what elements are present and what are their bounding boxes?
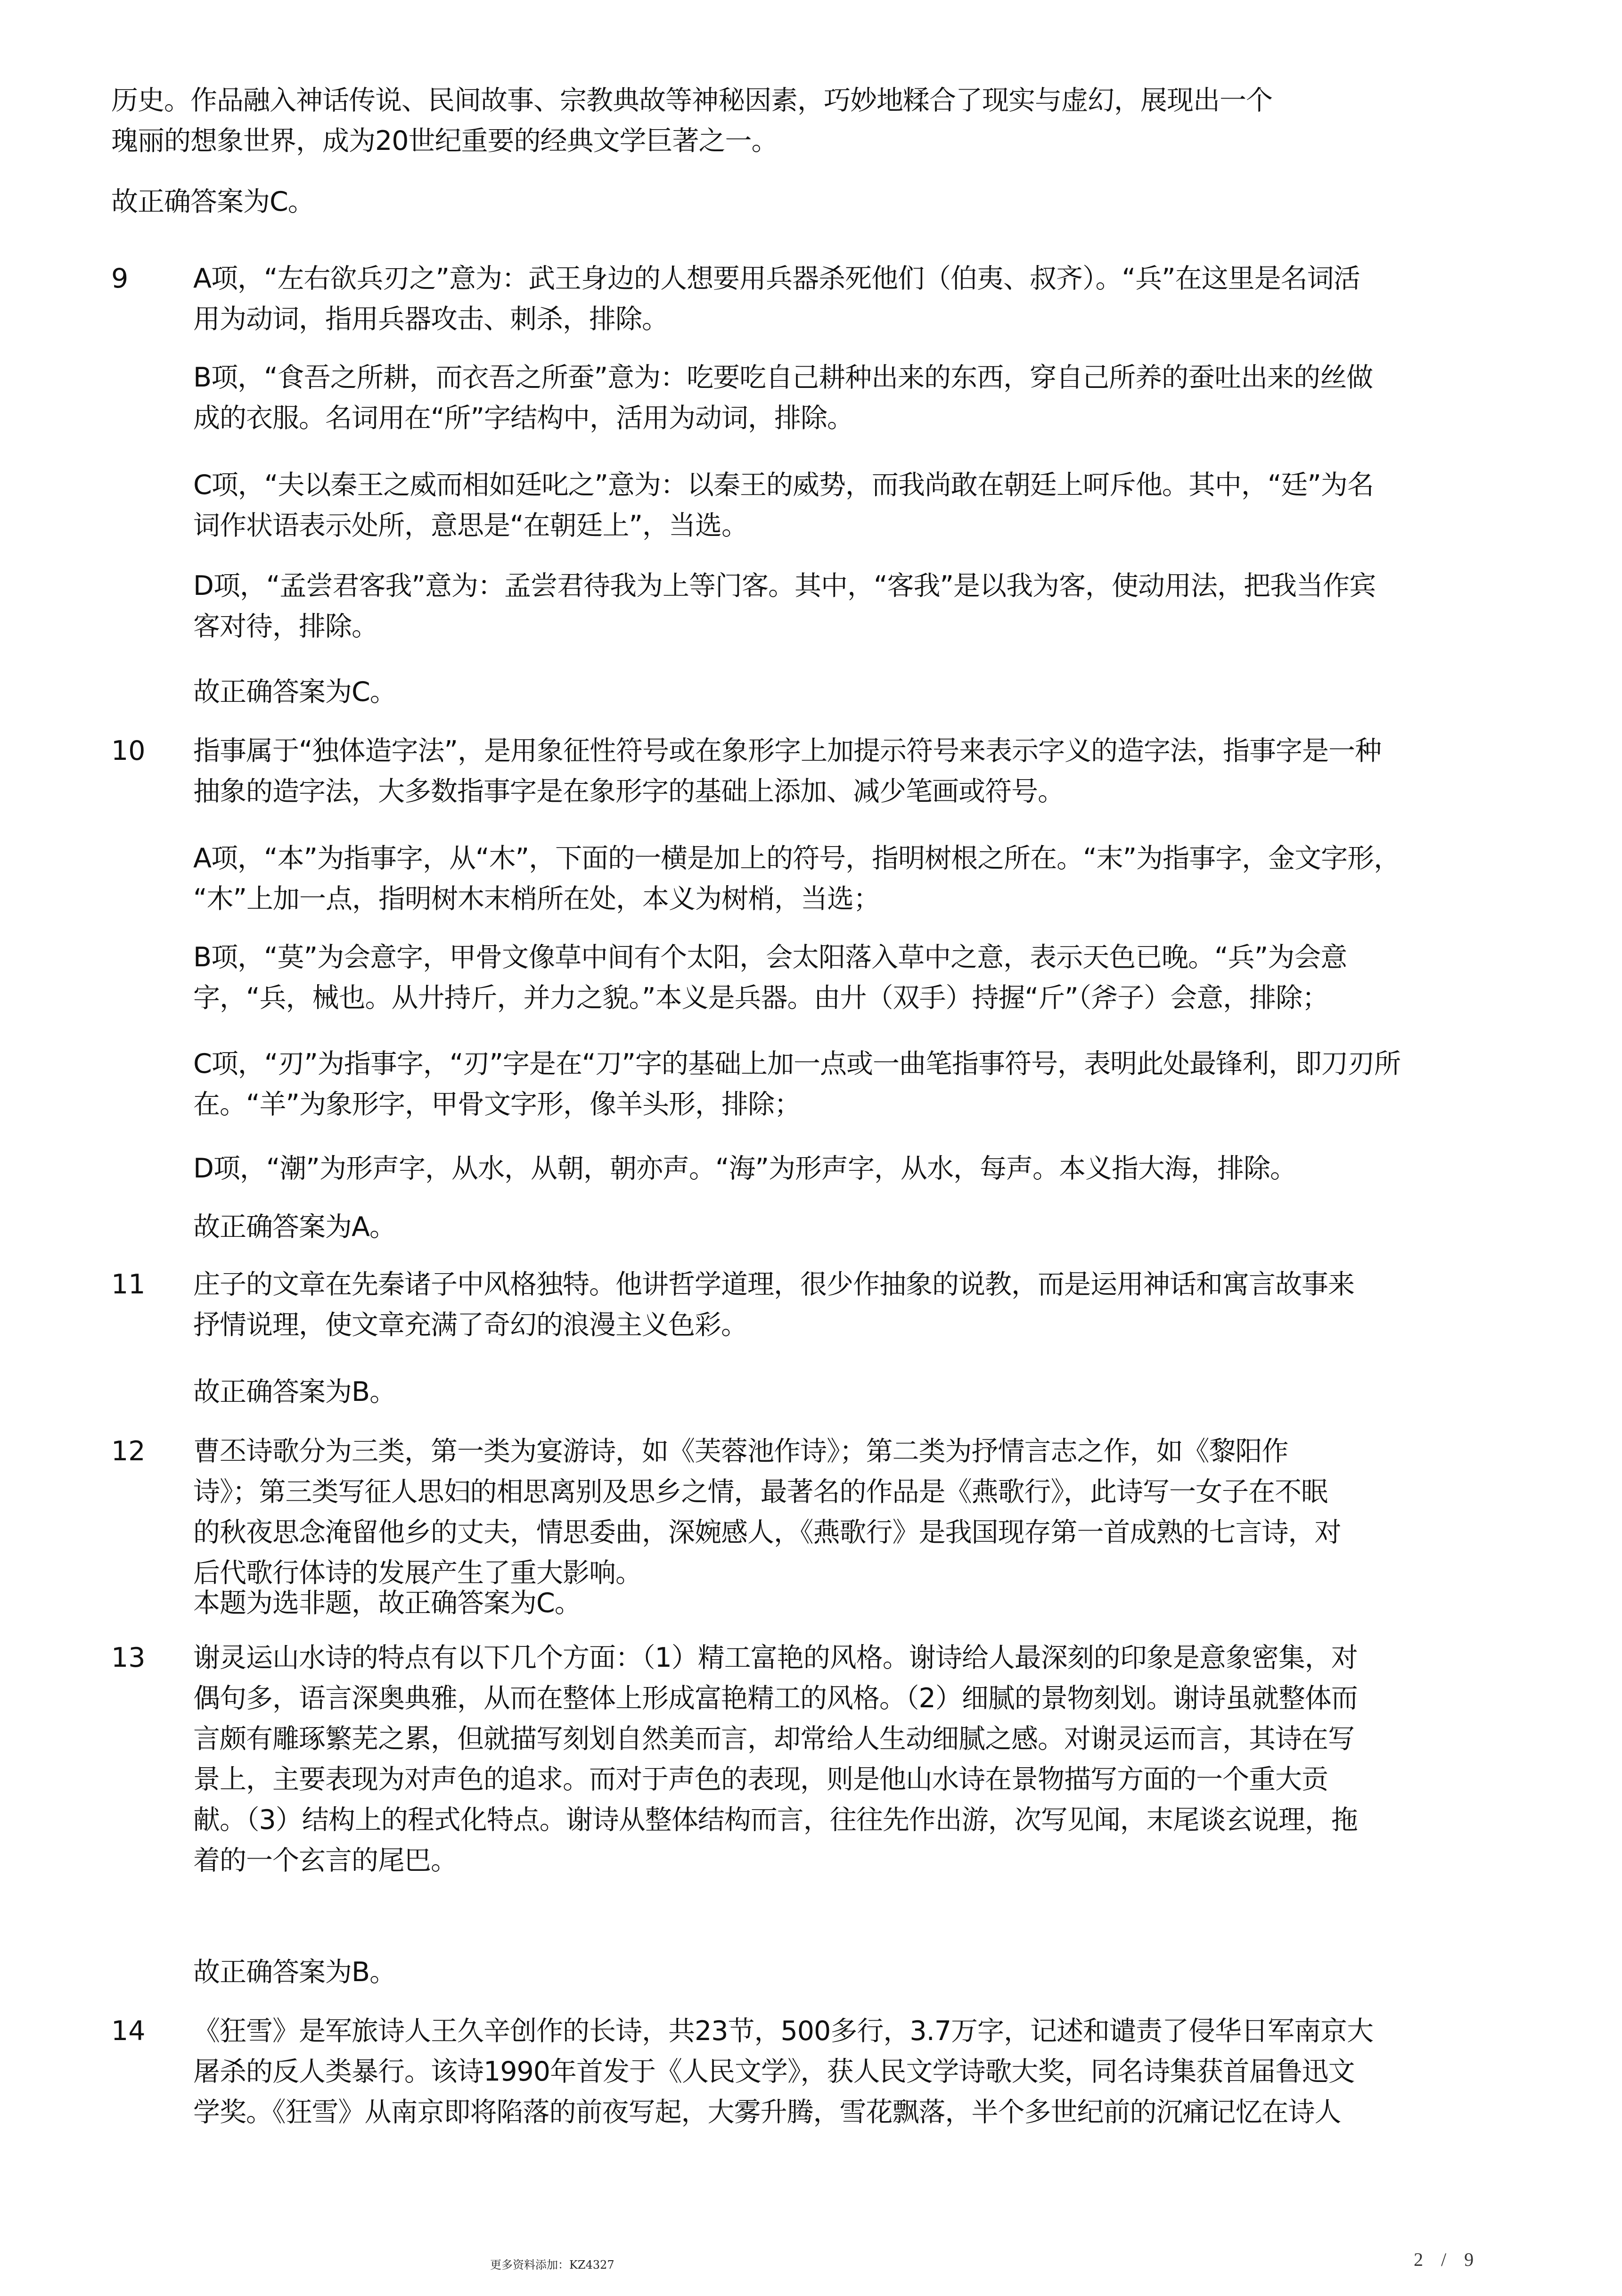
explanation-paragraph xyxy=(193,1638,1358,1881)
option-a-paragraph xyxy=(193,258,1360,339)
text-line: A项，“本”为指事字，从“木”，下面的一横是加上的符号，指明树根之所在。“末”为指事字，金文字形， xyxy=(193,843,1401,874)
answer-line xyxy=(193,672,396,712)
page-indicator: 2 / 9 xyxy=(1414,2249,1481,2270)
text-line: 故正确答案为B。 xyxy=(193,1957,396,1988)
text-line: 《狂雪》是军旅诗人王久辛创作的长诗，共23节，500多行，3.7万字，记述和谴责了侵华日军南京大 xyxy=(193,2016,1373,2047)
text-line: 学奖。《狂雪》从南京即将陷落的前夜写起，大雾升腾，雪花飘落，半个多世纪前的沉痛记忆在诗人 xyxy=(193,2097,1341,2128)
text-line: 词作状语表示处所，意思是“在朝廷上”，当选。 xyxy=(193,510,748,541)
text-line: B项，“食吾之所耕，而衣吾之所蚕”意为：吃要吃自己耕种出来的东西，穿自己所养的蚕吐出来的丝做 xyxy=(193,362,1373,393)
text-line: 的秋夜思念淹留他乡的丈夫，情思委曲，深婉感人，《燕歌行》是我国现存第一首成熟的七言诗，对 xyxy=(193,1517,1341,1548)
text-line: 偶句多，语言深奥典雅，从而在整体上形成富艳精工的风格。（2）细腻的景物刻划。谢诗虽就整体而 xyxy=(193,1683,1358,1714)
answer-line xyxy=(193,1952,396,1992)
text-line: 成的衣服。名词用在“所”字结构中，活用为动词，排除。 xyxy=(193,403,854,434)
text-line: 庄子的文章在先秦诸子中风格独特。他讲哲学道理，很少作抽象的说教，而是运用神话和寓言故事来 xyxy=(193,1269,1354,1300)
option-b-paragraph xyxy=(193,937,1347,1018)
explanation-paragraph xyxy=(193,2011,1373,2132)
text-line: 谢灵运山水诗的特点有以下几个方面：（1）精工富艳的风格。谢诗给人最深刻的印象是意象密集，对 xyxy=(193,1642,1358,1673)
text-line: 曹丕诗歌分为三类，第一类为宴游诗，如《芙蓉池作诗》；第二类为抒情言志之作，如《黎阳作 xyxy=(193,1436,1288,1467)
option-c-paragraph xyxy=(193,1044,1401,1125)
text-line: 在。“羊”为象形字，甲骨文字形，像羊头形，排除； xyxy=(193,1089,801,1120)
text-line: 景上，主要表现为对声色的追求。而对于声色的表现，则是他山水诗在景物描写方面的一个重大贡 xyxy=(193,1764,1328,1795)
text-line: 着的一个玄言的尾巴。 xyxy=(193,1845,457,1876)
text-line: 本题为选非题，故正确答案为C。 xyxy=(193,1588,581,1619)
text-line: 故正确答案为B。 xyxy=(193,1376,396,1407)
text-line: D项，“潮”为形声字，从水，从朝，朝亦声。“海”为形声字，从水，每声。本义指大海，排除。 xyxy=(193,1153,1297,1184)
question-number: 14 xyxy=(111,2016,146,2047)
text-line: 故正确答案为A。 xyxy=(193,1211,396,1243)
text-line: 诗》；第三类写征人思妇的相思离别及思乡之情，最著名的作品是《燕歌行》，此诗写一女子在不眠 xyxy=(193,1476,1327,1507)
question-number: 12 xyxy=(111,1436,146,1467)
text-line: 字，“兵，械也。从廾持斤，并力之貌。”本义是兵器。由廾（双手）持握“斤”（斧子）会意，排除； xyxy=(193,982,1329,1013)
answer-line xyxy=(193,1207,396,1247)
text-line: 瑰丽的想象世界，成为20世纪重要的经典文学巨著之一。 xyxy=(111,125,778,156)
question-number: 9 xyxy=(111,263,129,294)
text-line: A项，“左右欲兵刃之”意为：武王身边的人想要用兵器杀死他们（伯夷、叔齐）。“兵”在这里是名词活 xyxy=(193,263,1360,294)
text-line: B项，“莫”为会意字，甲骨文像草中间有个太阳，会太阳落入草中之意，表示天色已晚。“兵”为会意 xyxy=(193,942,1347,973)
text-line: 言颇有雕琢繁芜之累，但就描写刻划自然美而言，却常给人生动细腻之感。对谢灵运而言，其诗在写 xyxy=(193,1723,1354,1754)
option-d-paragraph xyxy=(193,566,1376,647)
text-line: 后代歌行体诗的发展产生了重大影响。 xyxy=(193,1557,642,1588)
continuation-paragraph xyxy=(111,80,1272,161)
option-d-paragraph xyxy=(193,1148,1296,1189)
question-number: 11 xyxy=(111,1269,146,1300)
question-number: 10 xyxy=(111,735,146,766)
text-line: 用为动词，指用兵器攻击、刺杀，排除。 xyxy=(193,304,668,335)
text-line: 历史。作品融入神话传说、民间故事、宗教典故等神秘因素，巧妙地糅合了现实与虚幻，展现出一个 xyxy=(111,85,1272,116)
text-line: C项，“夫以秦王之威而相如廷叱之”意为：以秦王的威势，而我尚敢在朝廷上呵斥他。其中，“廷”为名 xyxy=(193,469,1374,501)
text-line: 献。（3）结构上的程式化特点。谢诗从整体结构而言，往往先作出游，次写见闻，末尾谈玄说理，拖 xyxy=(193,1804,1358,1835)
answer-line xyxy=(193,1372,396,1412)
text-line: 故正确答案为C。 xyxy=(111,186,314,217)
text-line: C项，“刃”为指事字，“刃”字是在“刀”字的基础上加一点或一曲笔指事符号，表明此处最锋利，即刀刃所 xyxy=(193,1048,1401,1079)
text-line: 抽象的造字法，大多数指事字是在象形字的基础上添加、减少笔画或符号。 xyxy=(193,776,1064,807)
text-line: 客对待，排除。 xyxy=(193,611,378,642)
option-b-paragraph xyxy=(193,357,1373,438)
text-line: “木”上加一点，指明树木末梢所在处，本义为树梢，当选； xyxy=(193,883,880,914)
text-line: 指事属于“独体造字法”，是用象征性符号或在象形字上加提示符号来表示字义的造字法，指事字是一种 xyxy=(193,735,1382,766)
question-number: 13 xyxy=(111,1642,146,1673)
answer-line xyxy=(193,1583,581,1623)
text-line: D项，“孟尝君客我”意为：孟尝君待我为上等门客。其中，“客我”是以我为客，使动用法，把我当作宾 xyxy=(193,570,1376,601)
explanation-paragraph xyxy=(193,1264,1354,1345)
text-line: 故正确答案为C。 xyxy=(193,676,396,708)
option-c-paragraph xyxy=(193,465,1374,546)
option-a-paragraph xyxy=(193,838,1400,919)
text-line: 抒情说理，使文章充满了奇幻的浪漫主义色彩。 xyxy=(193,1309,747,1341)
footer-note: 更多资料添加：KZ4327 xyxy=(490,2258,614,2271)
explanation-paragraph xyxy=(193,1431,1341,1593)
answer-line xyxy=(111,181,314,222)
text-line: 屠杀的反人类暴行。该诗1990年首发于《人民文学》，获人民文学诗歌大奖，同名诗集获首届鲁迅文 xyxy=(193,2056,1355,2087)
intro-paragraph xyxy=(193,731,1381,812)
